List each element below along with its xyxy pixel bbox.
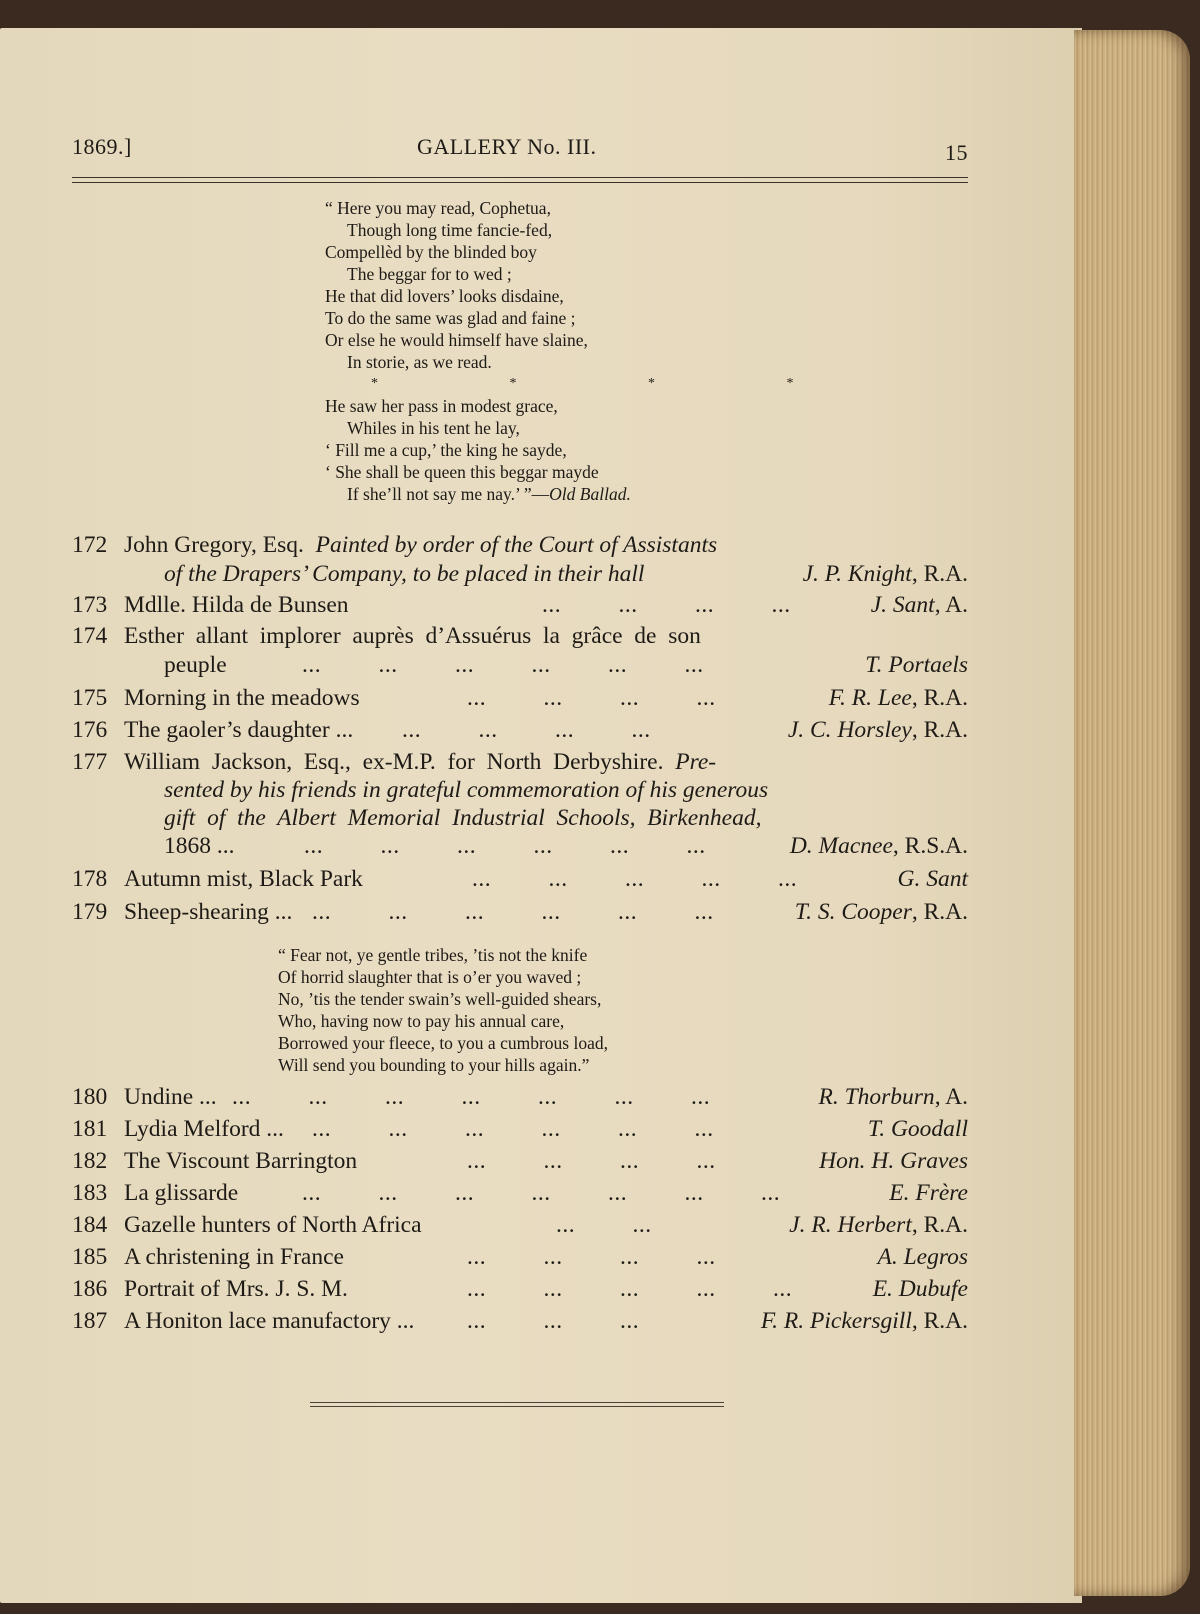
artist-italic: T. Portaels xyxy=(865,652,968,678)
catalogue-entry-186 xyxy=(72,1274,968,1304)
poem-line: He that did lovers’ looks disdaine, xyxy=(325,286,564,306)
entry-number: 178 xyxy=(72,866,108,892)
artist-suffix: , A. xyxy=(934,1084,968,1110)
entry-title: La glissarde xyxy=(124,1180,239,1206)
artist-name xyxy=(898,864,969,894)
page-header xyxy=(72,134,968,174)
artist-name xyxy=(818,1082,968,1112)
artist-name xyxy=(819,1146,968,1176)
artist-name xyxy=(803,559,968,589)
poem-line: ‘ She shall be queen this beggar mayde xyxy=(325,462,599,482)
catalogue-entry-183 xyxy=(72,1178,968,1208)
artist-suffix: , R.A. xyxy=(911,1212,968,1238)
entry-note-text: sented by his friends in grateful commemoration of his generous xyxy=(164,777,769,803)
catalogue-entry-172 xyxy=(72,530,968,560)
closing-rule xyxy=(310,1402,724,1403)
catalogue-entry-177-cont xyxy=(72,831,968,861)
entry-number: 184 xyxy=(72,1212,108,1238)
artist-italic: E. Dubufe xyxy=(872,1276,968,1302)
header-title: GALLERY No. III. xyxy=(417,134,597,159)
entry-note xyxy=(164,559,644,589)
leader-dots: ... ... ... ... ... ... xyxy=(312,899,714,925)
poem-line: Borrowed your fleece, to you a cumbrous load, xyxy=(278,1033,608,1053)
poem-line: He saw her pass in modest grace, xyxy=(325,396,558,416)
catalogue-entry-182 xyxy=(72,1146,968,1176)
poem-line-text: If she’ll not say me nay.’ ”— xyxy=(347,484,550,504)
artist-name xyxy=(789,1210,968,1240)
poem-line: To do the same was glad and faine ; xyxy=(325,308,576,328)
leader-dots: ... ... ... ... ... ... xyxy=(302,652,704,678)
asterism: * * * * xyxy=(371,376,858,391)
catalogue-entry-185 xyxy=(72,1242,968,1272)
catalogue-entry-184 xyxy=(72,1210,968,1240)
catalogue-entry-178 xyxy=(72,864,968,894)
entry-number: 173 xyxy=(72,592,108,618)
artist-italic: A. Legros xyxy=(877,1244,968,1270)
entry-title-text: William Jackson, Esq., ex-M.P. for North Derbyshire. xyxy=(124,749,664,775)
entry-note-text: gift of the Albert Memorial Industrial Schools, Birkenhead, xyxy=(164,805,762,831)
artist-italic: F. R. Lee xyxy=(828,685,912,711)
artist-name xyxy=(889,1178,968,1208)
entry-title: A christening in France xyxy=(124,1244,344,1270)
leader-dots: ... ... ... ... xyxy=(542,592,791,618)
entry-title xyxy=(124,747,716,777)
poem-line: Whiles in his tent he lay, xyxy=(347,418,520,438)
artist-italic: G. Sant xyxy=(897,866,968,892)
catalogue-entry-177 xyxy=(72,747,968,777)
catalogue-entry-179 xyxy=(72,897,968,927)
header-year: 1869.] xyxy=(72,134,132,159)
artist-suffix: , R.S.A. xyxy=(892,833,968,859)
artist-suffix: , R.A. xyxy=(911,685,968,711)
artist-suffix: , R.A. xyxy=(911,899,968,925)
artist-italic: E. Frère xyxy=(889,1180,968,1206)
entry-number: 181 xyxy=(72,1116,108,1142)
entry-number: 172 xyxy=(72,532,108,558)
entry-note-text: of the Drapers’ Company, to be placed in their hall xyxy=(164,561,645,587)
entry-title: Portrait of Mrs. J. S. M. xyxy=(124,1276,348,1302)
page-number: 15 xyxy=(945,140,968,165)
poem-line: No, ’tis the tender swain’s well-guided shears, xyxy=(278,989,602,1009)
artist-italic: F. R. Pickersgill xyxy=(760,1308,912,1334)
entry-title-cont: 1868 ... xyxy=(164,833,235,859)
poem-line: Though long time fancie-fed, xyxy=(347,220,553,240)
entry-number: 176 xyxy=(72,717,108,743)
catalogue-entry-180 xyxy=(72,1082,968,1112)
entry-title: Undine ... xyxy=(124,1084,217,1110)
artist-italic: J. Sant xyxy=(870,592,935,618)
leader-dots: ... ... xyxy=(556,1212,652,1238)
page-edges xyxy=(1074,30,1190,1596)
artist-italic: J. C. Horsley xyxy=(787,717,912,743)
poem-sheep xyxy=(278,944,608,1076)
artist-italic: T. S. Cooper xyxy=(794,899,912,925)
poem-line: “ Here you may read, Cophetua, xyxy=(325,198,551,218)
artist-name xyxy=(871,590,968,620)
leader-dots: ... ... ... ... ... xyxy=(472,866,798,892)
leader-dots: ... ... ... xyxy=(467,1308,640,1334)
leader-dots: ... ... ... ... xyxy=(467,1244,716,1270)
artist-italic: D. Macnee xyxy=(789,833,893,859)
poem-line: Will send you bounding to your hills again.” xyxy=(278,1055,590,1075)
artist-name xyxy=(877,1242,968,1272)
artist-name xyxy=(865,650,968,680)
leader-dots: ... ... ... ... ... ... ... xyxy=(302,1180,781,1206)
entry-title: Mdlle. Hilda de Bunsen xyxy=(124,592,349,618)
entry-number: 182 xyxy=(72,1148,108,1174)
artist-name xyxy=(795,897,968,927)
entry-number: 186 xyxy=(72,1276,108,1302)
catalogue-entry-173 xyxy=(72,590,968,620)
artist-italic: Hon. H. Graves xyxy=(819,1148,968,1174)
entry-note: Pre- xyxy=(675,749,717,775)
artist-suffix: , A. xyxy=(934,592,968,618)
artist-suffix: , R.A. xyxy=(911,561,968,587)
leader-dots: ... ... ... ... ... ... ... xyxy=(232,1084,711,1110)
leader-dots: ... ... ... ... xyxy=(467,685,716,711)
entry-number: 180 xyxy=(72,1084,108,1110)
entry-title xyxy=(124,530,717,560)
artist-name xyxy=(790,831,968,861)
entry-note xyxy=(164,775,768,805)
entry-title: The gaoler’s daughter ... xyxy=(124,717,354,743)
poem-line: Compellèd by the blinded boy xyxy=(325,242,537,262)
entry-title: Autumn mist, Black Park xyxy=(124,866,363,892)
artist-name xyxy=(829,683,968,713)
poem-cophetua xyxy=(325,197,858,505)
catalogue-entry-174-cont xyxy=(72,650,968,680)
catalogue-entry-172-cont xyxy=(72,559,968,589)
leader-dots: ... ... ... ... ... ... xyxy=(312,1116,714,1142)
catalogue-entry-176 xyxy=(72,715,968,745)
artist-italic: T. Goodall xyxy=(867,1116,968,1142)
entry-title: Esther allant implorer auprès d’Assuérus la grâce de son xyxy=(124,623,701,649)
leader-dots: ... ... ... ... xyxy=(467,1148,716,1174)
catalogue-entry-187 xyxy=(72,1306,968,1336)
catalogue-entry-175 xyxy=(72,683,968,713)
artist-name xyxy=(761,1306,968,1336)
entry-title: Sheep-shearing ... xyxy=(124,899,293,925)
catalogue-entry-177-note2 xyxy=(72,803,968,833)
entry-number: 179 xyxy=(72,899,108,925)
artist-suffix: , R.A. xyxy=(911,1308,968,1334)
entry-title: Gazelle hunters of North Africa xyxy=(124,1212,422,1238)
poem-line xyxy=(325,483,858,505)
entry-note: Painted by order of the Court of Assistants xyxy=(315,532,718,558)
closing-rule-thin xyxy=(310,1406,724,1407)
artist-name xyxy=(788,715,968,745)
entry-number: 185 xyxy=(72,1244,108,1270)
artist-suffix: , R.A. xyxy=(911,717,968,743)
leader-dots: ... ... ... ... ... ... xyxy=(304,833,706,859)
entry-title: A Honiton lace manufactory ... xyxy=(124,1308,415,1334)
poem-source: Old Ballad. xyxy=(549,484,631,504)
entry-number: 175 xyxy=(72,685,108,711)
leader-dots: ... ... ... ... ... xyxy=(467,1276,793,1302)
entry-number: 174 xyxy=(72,623,108,649)
artist-name xyxy=(868,1114,968,1144)
artist-name xyxy=(873,1274,968,1304)
entry-note xyxy=(164,803,761,833)
entry-title: Lydia Melford ... xyxy=(124,1116,284,1142)
poem-line: ‘ Fill me a cup,’ the king he sayde, xyxy=(325,440,567,460)
poem-line: Who, having now to pay his annual care, xyxy=(278,1011,565,1031)
catalogue-entry-174 xyxy=(72,621,968,651)
entry-title: Morning in the meadows xyxy=(124,685,360,711)
entry-title: The Viscount Barrington xyxy=(124,1148,358,1174)
artist-italic: J. R. Herbert xyxy=(789,1212,912,1238)
artist-italic: J. P. Knight xyxy=(802,561,912,587)
poem-line: Of horrid slaughter that is o’er you waved ; xyxy=(278,967,582,987)
catalogue-entry-181 xyxy=(72,1114,968,1144)
entry-title-text: John Gregory, Esq. xyxy=(124,532,304,558)
entry-number: 177 xyxy=(72,749,108,775)
header-rule xyxy=(72,177,968,178)
header-rule-thin xyxy=(72,182,968,183)
poem-line: In storie, as we read. xyxy=(347,352,492,372)
poem-line: Or else he would himself have slaine, xyxy=(325,330,588,350)
artist-italic: R. Thorburn xyxy=(818,1084,935,1110)
poem-line: The beggar for to wed ; xyxy=(347,264,512,284)
catalogue-entry-177-note xyxy=(72,775,968,805)
poem-line: “ Fear not, ye gentle tribes, ’tis not the knife xyxy=(278,945,588,965)
leader-dots: ... ... ... ... xyxy=(402,717,651,743)
entry-title-cont: peuple xyxy=(164,652,227,678)
entry-number: 183 xyxy=(72,1180,108,1206)
entry-number: 187 xyxy=(72,1308,108,1334)
